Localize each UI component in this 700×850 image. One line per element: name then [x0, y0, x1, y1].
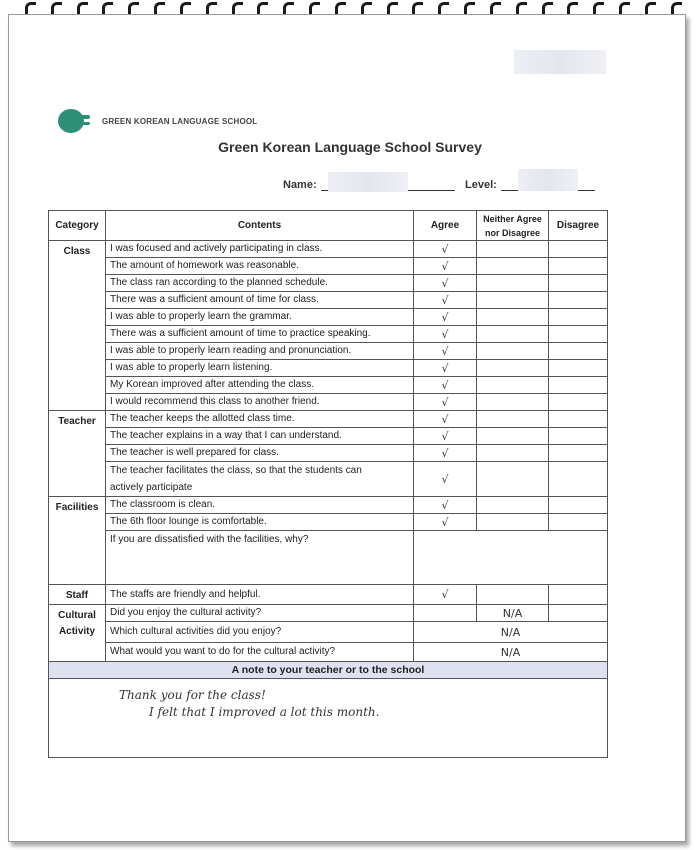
note-heading: A note to your teacher or to the school [49, 662, 608, 679]
level-label: Level: [465, 179, 497, 191]
survey-item: What would you want to do for the cultural activity? [106, 643, 414, 662]
category-cultural-line-2: Activity [58, 626, 96, 637]
table-row [49, 292, 608, 309]
survey-item: I was able to properly learn listening. [106, 360, 414, 377]
agree-check-icon[interactable]: √ [414, 462, 477, 497]
neutral-cell[interactable] [477, 377, 549, 394]
survey-item: The amount of homework was reasonable. [106, 258, 414, 275]
agree-check-icon[interactable]: √ [414, 514, 477, 531]
survey-item: Did you enjoy the cultural activity? [106, 605, 414, 622]
neutral-cell[interactable] [477, 445, 549, 462]
survey-item-line-2: actively participate [110, 482, 193, 493]
school-logo-icon [58, 109, 84, 133]
table-row [49, 605, 608, 622]
disagree-cell[interactable] [549, 605, 608, 622]
agree-check-icon[interactable]: √ [414, 445, 477, 462]
neutral-cell[interactable] [477, 585, 549, 605]
survey-item: The class ran according to the planned schedule. [106, 275, 414, 292]
table-row [49, 309, 608, 326]
col-header-agree: Agree [414, 211, 477, 241]
disagree-cell[interactable] [549, 292, 608, 309]
disagree-cell[interactable] [549, 445, 608, 462]
survey-item: The staffs are friendly and helpful. [106, 585, 414, 605]
table-row [49, 462, 608, 497]
neutral-line-1: Neither Agree [483, 213, 542, 224]
school-name: GREEN KOREAN LANGUAGE SCHOOL [102, 116, 258, 126]
category-cultural-line-1: Cultural [58, 610, 96, 621]
redacted-level [518, 169, 578, 191]
table-row [49, 241, 608, 258]
table-row [49, 360, 608, 377]
neutral-cell[interactable] [477, 360, 549, 377]
disagree-cell[interactable] [549, 411, 608, 428]
agree-check-icon[interactable]: √ [414, 428, 477, 445]
survey-item: The teacher explains in a way that I can understand. [106, 428, 414, 445]
disagree-cell[interactable] [549, 275, 608, 292]
na-answer[interactable]: N/A [414, 643, 608, 662]
survey-item: I was able to properly learn reading and pronunciation. [106, 343, 414, 360]
neutral-cell[interactable] [477, 394, 549, 411]
disagree-cell[interactable] [549, 428, 608, 445]
disagree-cell[interactable] [549, 585, 608, 605]
agree-cell[interactable] [414, 605, 477, 622]
category-class: Class [49, 241, 106, 411]
agree-check-icon[interactable]: √ [414, 258, 477, 275]
agree-check-icon[interactable]: √ [414, 309, 477, 326]
agree-check-icon[interactable]: √ [414, 275, 477, 292]
table-row [49, 622, 608, 643]
table-row [49, 394, 608, 411]
page-title: Green Korean Language School Survey [218, 139, 482, 155]
table-header-row [49, 211, 608, 241]
neutral-cell[interactable] [477, 292, 549, 309]
table-row [49, 377, 608, 394]
table-row [49, 275, 608, 292]
table-row [49, 445, 608, 462]
survey-item: There was a sufficient amount of time for class. [106, 292, 414, 309]
table-row [49, 411, 608, 428]
table-row [49, 531, 608, 585]
handwritten-note-line-2: I felt that I improved a lot this month. [149, 705, 380, 719]
agree-check-icon[interactable]: √ [414, 292, 477, 309]
agree-check-icon[interactable]: √ [414, 241, 477, 258]
survey-item: I would recommend this class to another friend. [106, 394, 414, 411]
neutral-cell[interactable] [477, 241, 549, 258]
agree-check-icon[interactable]: √ [414, 377, 477, 394]
disagree-cell[interactable] [549, 394, 608, 411]
table-row [49, 343, 608, 360]
col-header-neutral [477, 211, 549, 241]
category-teacher: Teacher [49, 411, 106, 497]
note-header-row [49, 662, 608, 679]
survey-item: If you are dissatisfied with the facilities, why? [106, 531, 414, 585]
col-header-disagree: Disagree [549, 211, 608, 241]
table-row [49, 585, 608, 605]
redacted-area [514, 50, 606, 74]
school-logo [58, 109, 257, 133]
disagree-cell[interactable] [549, 343, 608, 360]
category-staff: Staff [49, 585, 106, 605]
survey-item: The classroom is clean. [106, 497, 414, 514]
table-row [49, 497, 608, 514]
table-row [49, 643, 608, 662]
survey-item [106, 462, 414, 497]
neutral-cell[interactable] [477, 275, 549, 292]
disagree-cell[interactable] [549, 514, 608, 531]
agree-check-icon[interactable]: √ [414, 585, 477, 605]
disagree-cell[interactable] [549, 462, 608, 497]
agree-check-icon[interactable]: √ [414, 326, 477, 343]
survey-item: There was a sufficient amount of time to practice speaking. [106, 326, 414, 343]
category-cultural [49, 605, 106, 662]
neutral-cell[interactable] [477, 497, 549, 514]
disagree-cell[interactable] [549, 258, 608, 275]
survey-item: I was focused and actively participating in class. [106, 241, 414, 258]
disagree-cell[interactable] [549, 309, 608, 326]
table-row [49, 514, 608, 531]
neutral-line-2: nor Disagree [484, 227, 541, 238]
category-facilities: Facilities [49, 497, 106, 585]
neutral-cell[interactable] [477, 343, 549, 360]
na-answer[interactable]: N/A [414, 622, 608, 643]
note-row [49, 679, 608, 758]
survey-table [48, 210, 608, 758]
neutral-cell[interactable] [477, 462, 549, 497]
agree-check-icon[interactable]: √ [414, 360, 477, 377]
facilities-answer-box[interactable] [414, 531, 608, 585]
disagree-cell[interactable] [549, 377, 608, 394]
handwritten-note-line-1: Thank you for the class! [119, 688, 266, 702]
note-answer-box[interactable] [49, 679, 608, 758]
survey-item: The 6th floor lounge is comfortable. [106, 514, 414, 531]
disagree-cell[interactable] [549, 241, 608, 258]
neutral-cell[interactable] [477, 514, 549, 531]
neutral-cell[interactable] [477, 326, 549, 343]
col-header-category: Category [49, 211, 106, 241]
survey-item: I was able to properly learn the grammar. [106, 309, 414, 326]
survey-item: The teacher keeps the allotted class time. [106, 411, 414, 428]
agree-check-icon[interactable]: √ [414, 411, 477, 428]
name-label: Name: [283, 179, 317, 191]
disagree-cell[interactable] [549, 360, 608, 377]
agree-check-icon[interactable]: √ [414, 343, 477, 360]
disagree-cell[interactable] [549, 326, 608, 343]
na-answer[interactable]: N/A [477, 605, 549, 622]
survey-item: The teacher is well prepared for class. [106, 445, 414, 462]
redacted-name [328, 172, 408, 192]
neutral-cell[interactable] [477, 309, 549, 326]
survey-item: My Korean improved after attending the class. [106, 377, 414, 394]
survey-item-line-1: The teacher facilitates the class, so that the students can [110, 465, 362, 476]
agree-check-icon[interactable]: √ [414, 497, 477, 514]
disagree-cell[interactable] [549, 497, 608, 514]
neutral-cell[interactable] [477, 258, 549, 275]
table-row [49, 326, 608, 343]
neutral-cell[interactable] [477, 411, 549, 428]
neutral-cell[interactable] [477, 428, 549, 445]
table-row [49, 428, 608, 445]
survey-item: Which cultural activities did you enjoy? [106, 622, 414, 643]
agree-check-icon[interactable]: √ [414, 394, 477, 411]
table-row [49, 258, 608, 275]
col-header-contents: Contents [106, 211, 414, 241]
